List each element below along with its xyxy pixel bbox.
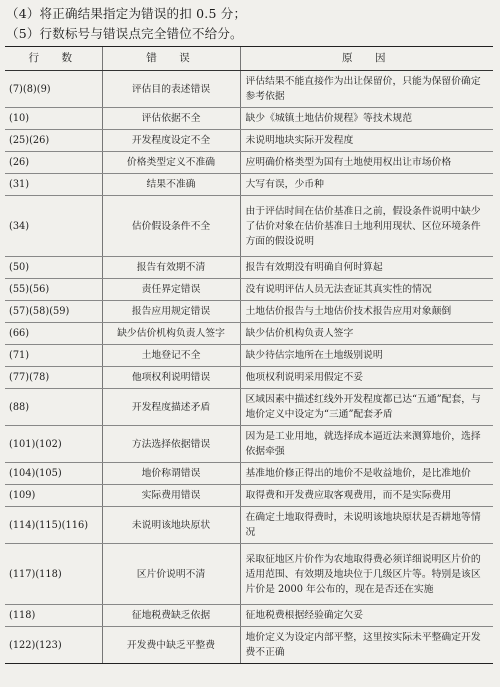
table-row <box>5 196 493 257</box>
error-cell: 估价假设条件不全 <box>102 196 240 257</box>
line-number-cell: (57)(58)(59) <box>5 301 102 323</box>
error-cell: 开发程度设定不全 <box>102 130 240 152</box>
line-number-cell: (31) <box>5 174 102 196</box>
error-cell: 价格类型定义不准确 <box>102 152 240 174</box>
line-number-cell: (122)(123) <box>5 627 102 664</box>
table-row <box>5 152 493 174</box>
reason-cell: 未说明地块实际开发程度 <box>240 130 493 152</box>
reason-cell: 应明确价格类型为国有土地使用权出让市场价格 <box>240 152 493 174</box>
line-number-cell: (71) <box>5 345 102 367</box>
error-cell: 报告应用规定错误 <box>102 301 240 323</box>
line-number-cell: (7)(8)(9) <box>5 71 102 108</box>
line-number-cell: (114)(115)(116) <box>5 507 102 544</box>
error-cell: 实际费用错误 <box>102 485 240 507</box>
reason-cell: 大写有误，少币种 <box>240 174 493 196</box>
error-cell: 报告有效期不清 <box>102 257 240 279</box>
table-row <box>5 174 493 196</box>
error-cell: 地价称谓错误 <box>102 463 240 485</box>
reason-cell: 报告有效期没有明确自何时算起 <box>240 257 493 279</box>
scoring-note-5: （5）行数标号与错误点完全错位不给分。 <box>6 26 243 41</box>
line-number-cell: (25)(26) <box>5 130 102 152</box>
error-cell: 他项权利说明错误 <box>102 367 240 389</box>
reason-cell: 征地税费根据经验确定欠妥 <box>240 605 493 627</box>
line-number-cell: (77)(78) <box>5 367 102 389</box>
line-number-cell: (55)(56) <box>5 279 102 301</box>
reason-cell: 区域因素中描述红线外开发程度都已达“五通”配套，与地价定义中设定为“三通”配套矛盾 <box>240 389 493 426</box>
error-cell: 结果不准确 <box>102 174 240 196</box>
reason-cell: 取得费和开发费应取客观费用，而不是实际费用 <box>240 485 493 507</box>
error-cell: 未说明该地块原状 <box>102 507 240 544</box>
reason-cell: 土地估价报告与土地估价技术报告应用对象颠倒 <box>240 301 493 323</box>
reason-cell: 他项权利说明采用假定不妥 <box>240 367 493 389</box>
table-row <box>5 507 493 544</box>
header-reason: 原 因 <box>240 47 493 71</box>
line-number-cell: (10) <box>5 108 102 130</box>
error-cell: 开发费中缺乏平整费 <box>102 627 240 664</box>
error-cell: 土地登记不全 <box>102 345 240 367</box>
table-row <box>5 323 493 345</box>
header-error: 错 误 <box>102 47 240 71</box>
line-number-cell: (88) <box>5 389 102 426</box>
error-cell: 评估目的表述错误 <box>102 71 240 108</box>
line-number-cell: (50) <box>5 257 102 279</box>
table-row <box>5 367 493 389</box>
table-header-row <box>5 47 493 71</box>
reason-cell: 地价定义为设定内部平整，这里按实际未平整确定开发费不正确 <box>240 627 493 664</box>
table-row <box>5 279 493 301</box>
reason-cell: 缺少待估宗地所在土地级别说明 <box>240 345 493 367</box>
line-number-cell: (118) <box>5 605 102 627</box>
reason-cell: 因为是工业用地，就选择成本逼近法来测算地价，选择依据牵强 <box>240 426 493 463</box>
table-row <box>5 345 493 367</box>
table-row <box>5 544 493 605</box>
error-cell: 征地税费缺乏依据 <box>102 605 240 627</box>
table-row <box>5 257 493 279</box>
reason-cell: 评估结果不能直接作为出让保留价，只能为保留价确定参考依据 <box>240 71 493 108</box>
error-cell: 责任界定错误 <box>102 279 240 301</box>
reason-cell: 采取征地区片价作为农地取得费必须详细说明区片价的适用范围、有效期及地块位于几级区片等。特别是该区片价是 2000 年公布的，现在是否还在实施 <box>240 544 493 605</box>
line-number-cell: (66) <box>5 323 102 345</box>
line-number-cell: (34) <box>5 196 102 257</box>
scoring-note-4: （4）将正确结果指定为错误的扣 0.5 分； <box>6 6 247 21</box>
line-number-cell: (109) <box>5 485 102 507</box>
reason-cell: 基准地价修正得出的地价不是收益地价，是比准地价 <box>240 463 493 485</box>
error-cell: 缺少估价机构负责人签字 <box>102 323 240 345</box>
error-cell: 开发程度描述矛盾 <box>102 389 240 426</box>
table-row <box>5 301 493 323</box>
scoring-notes <box>6 4 486 44</box>
reason-cell: 在确定土地取得费时，未说明该地块原状是否耕地等情况 <box>240 507 493 544</box>
error-cell: 方法选择依据错误 <box>102 426 240 463</box>
table-row <box>5 130 493 152</box>
table-row <box>5 627 493 664</box>
error-cell: 区片价说明不清 <box>102 544 240 605</box>
table-row <box>5 108 493 130</box>
header-line-number: 行 数 <box>5 47 102 71</box>
table-row <box>5 485 493 507</box>
reason-cell: 没有说明评估人员无法查证其真实性的情况 <box>240 279 493 301</box>
error-cell: 评估依据不全 <box>102 108 240 130</box>
reason-cell: 缺少《城镇土地估价规程》等技术规范 <box>240 108 493 130</box>
line-number-cell: (104)(105) <box>5 463 102 485</box>
reason-cell: 缺少估价机构负责人签字 <box>240 323 493 345</box>
table-row <box>5 463 493 485</box>
reason-cell: 由于评估时间在估价基准日之前，假设条件说明中缺少了估价对象在估价基准日土地利用现状、区位环境条件方面的假设说明 <box>240 196 493 257</box>
table-row <box>5 71 493 108</box>
line-number-cell: (101)(102) <box>5 426 102 463</box>
table-row <box>5 426 493 463</box>
table-row <box>5 605 493 627</box>
line-number-cell: (117)(118) <box>5 544 102 605</box>
line-number-cell: (26) <box>5 152 102 174</box>
error-table <box>5 46 493 664</box>
table-row <box>5 389 493 426</box>
